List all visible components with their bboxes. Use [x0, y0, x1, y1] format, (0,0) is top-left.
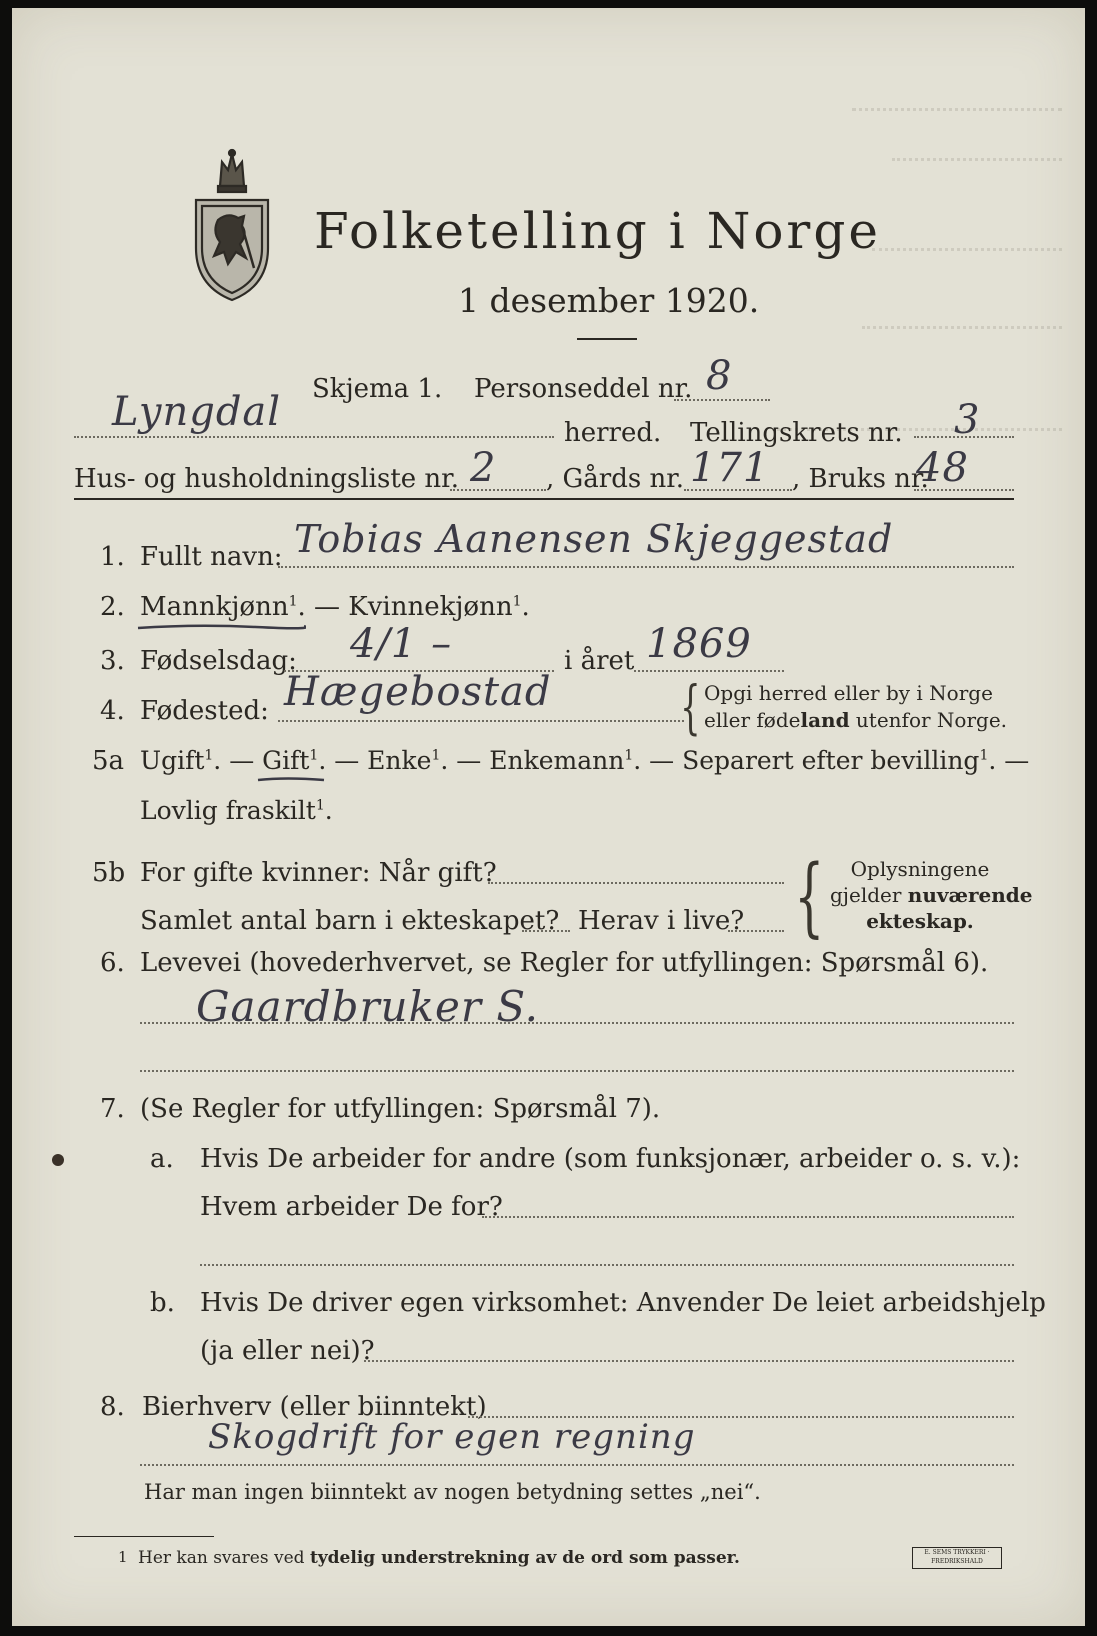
q7b-letter: b. — [150, 1288, 175, 1318]
q3-year-label: i året — [564, 646, 635, 676]
form-title: Folketelling i Norge — [314, 202, 881, 260]
side-income-field-line-2 — [140, 1464, 1014, 1466]
q3-label: Fødselsdag: — [140, 646, 297, 676]
side-income-value[interactable]: Skogdrift for egen regning — [208, 1417, 696, 1457]
q7-label: (Se Regler for utfyllingen: Spørsmål 7). — [140, 1094, 661, 1124]
personseddel-label: Personseddel nr. — [474, 374, 693, 404]
census-date: 1 desember 1920. — [458, 281, 760, 320]
q5b-alive-label: Herav i live? — [578, 906, 745, 936]
q8-number: 8. — [100, 1392, 125, 1422]
q5a-options: Ugift$^1$. — Gift$^1$. — Enke$^1$. — Enkemann$^1$. — Separert efter bevilling$^1$. — — [140, 746, 1030, 775]
tellingskrets-label: Tellingskrets nr. — [690, 418, 903, 448]
gards-value[interactable]: 171 — [690, 445, 770, 491]
bruks-value[interactable]: 48 — [916, 445, 969, 491]
option-enkemann[interactable]: Enkemann — [489, 746, 625, 775]
children-field-line — [522, 930, 570, 932]
q5a-number: 5a — [92, 746, 125, 776]
employer-field-line-2 — [200, 1264, 1014, 1266]
q2-options: Mannkjønn$^1$. — Kvinnekjønn$^1$. — [140, 592, 530, 622]
birthplace-field-line — [278, 720, 684, 722]
option-gift[interactable]: Gift — [262, 746, 310, 775]
personseddel-value[interactable]: 8 — [706, 353, 733, 399]
norwegian-coat-of-arms-icon — [188, 148, 276, 303]
husliste-field-line — [450, 489, 546, 491]
printer-stamp: E. SEMS TRYKKERI · FREDRIKSHALD — [912, 1547, 1002, 1569]
mannkjonn-underline-mark — [136, 620, 306, 634]
q8-note: Har man ingen biinntekt av nogen betydning settes „nei“. — [144, 1480, 761, 1504]
footnote-mark: 1 — [118, 1548, 128, 1566]
q1-number: 1. — [100, 542, 125, 572]
option-separert[interactable]: Separert efter bevilling — [682, 746, 980, 775]
bleed-through-line — [872, 248, 1062, 251]
q5b-number: 5b — [92, 858, 126, 888]
option-mannkjonn[interactable]: Mannkjønn — [140, 592, 289, 622]
husliste-label: Hus- og husholdningsliste nr. — [74, 464, 460, 494]
footnote-rule — [74, 1536, 214, 1537]
q4-note-brace: { — [680, 673, 701, 741]
q6-number: 6. — [100, 948, 125, 978]
q5b-children-label: Samlet antal barn i ekteskapet? — [140, 906, 560, 936]
schema-label: Skjema 1. — [312, 374, 443, 404]
bleed-through-line — [862, 326, 1062, 329]
q5a-fraskilt: Lovlig fraskilt$^1$. — [140, 796, 333, 825]
birthyear-field-line — [634, 670, 784, 672]
q7a-text: Hvis De arbeider for andre (som funksjonær, arbeider o. s. v.): — [200, 1144, 1021, 1174]
title-rule — [577, 338, 637, 340]
q2-number: 2. — [100, 592, 125, 622]
q8-label: Bierhverv (eller biinntekt) — [142, 1392, 487, 1422]
q7b-yesno-label: (ja eller nei)? — [200, 1336, 375, 1366]
bleed-through-line — [892, 158, 1062, 161]
q1-label: Fullt navn: — [140, 542, 283, 572]
occupation-value[interactable]: Gaardbruker S. — [196, 982, 539, 1031]
q4-note: Opgi herred eller by i Norge eller fødeland utenfor Norge. — [704, 681, 1008, 732]
husliste-value[interactable]: 2 — [470, 445, 497, 491]
herred-field-line — [74, 436, 554, 438]
q4-label: Fødested: — [140, 696, 269, 726]
hired-help-field-line — [364, 1360, 1014, 1362]
married-date-field-line — [488, 882, 784, 884]
option-kvinnekjonn[interactable]: Kvinnekjønn — [348, 592, 513, 622]
option-enke[interactable]: Enke — [367, 746, 432, 775]
bruks-label: , Bruks nr. — [792, 464, 929, 494]
tellingskrets-value[interactable]: 3 — [954, 397, 981, 443]
herred-label: herred. — [564, 418, 662, 448]
ink-blot — [52, 1154, 64, 1166]
q3-number: 3. — [100, 646, 125, 676]
header-rule — [74, 498, 1014, 500]
herred-value[interactable]: Lyngdal — [112, 389, 282, 435]
occupation-field-line-2 — [140, 1070, 1014, 1072]
personseddel-field-line — [674, 399, 770, 401]
q5b-note: Oplysningene gjelder nuværende ekteskap. — [830, 857, 1033, 933]
full-name-field-line — [278, 566, 1014, 568]
q7a-letter: a. — [150, 1144, 174, 1174]
q5b-note-brace: { — [794, 847, 825, 947]
q5b-line1: For gifte kvinner: Når gift? — [140, 858, 497, 888]
birthyear-value[interactable]: 1869 — [646, 621, 752, 667]
employer-field-line-1 — [482, 1216, 1014, 1218]
occupation-field-line-1 — [140, 1022, 1014, 1024]
bleed-through-line — [852, 108, 1062, 111]
footnote-text: Her kan svares ved tydelig understrekning av de ord som passer. — [138, 1548, 740, 1568]
gards-label: , Gårds nr. — [546, 464, 685, 494]
option-ugift[interactable]: Ugift — [140, 746, 205, 775]
q7-number: 7. — [100, 1094, 125, 1124]
census-form-sheet — [12, 8, 1085, 1626]
q7b-text: Hvis De driver egen virksomhet: Anvender De leiet arbeidshjelp — [200, 1288, 1046, 1318]
alive-field-line — [728, 930, 784, 932]
option-lovlig-fraskilt[interactable]: Lovlig fraskilt — [140, 796, 316, 825]
gift-underline-mark — [256, 774, 326, 786]
birthplace-value[interactable]: Hægebostad — [284, 669, 552, 715]
full-name-value[interactable]: Tobias Aanensen Skjeggestad — [294, 517, 894, 561]
q7a-employer-label: Hvem arbeider De for? — [200, 1192, 503, 1222]
q6-label: Levevei (hovederhvervet, se Regler for utfyllingen: Spørsmål 6). — [140, 948, 989, 978]
birthdate-value[interactable]: 4/1 – — [350, 621, 453, 667]
q4-number: 4. — [100, 696, 125, 726]
